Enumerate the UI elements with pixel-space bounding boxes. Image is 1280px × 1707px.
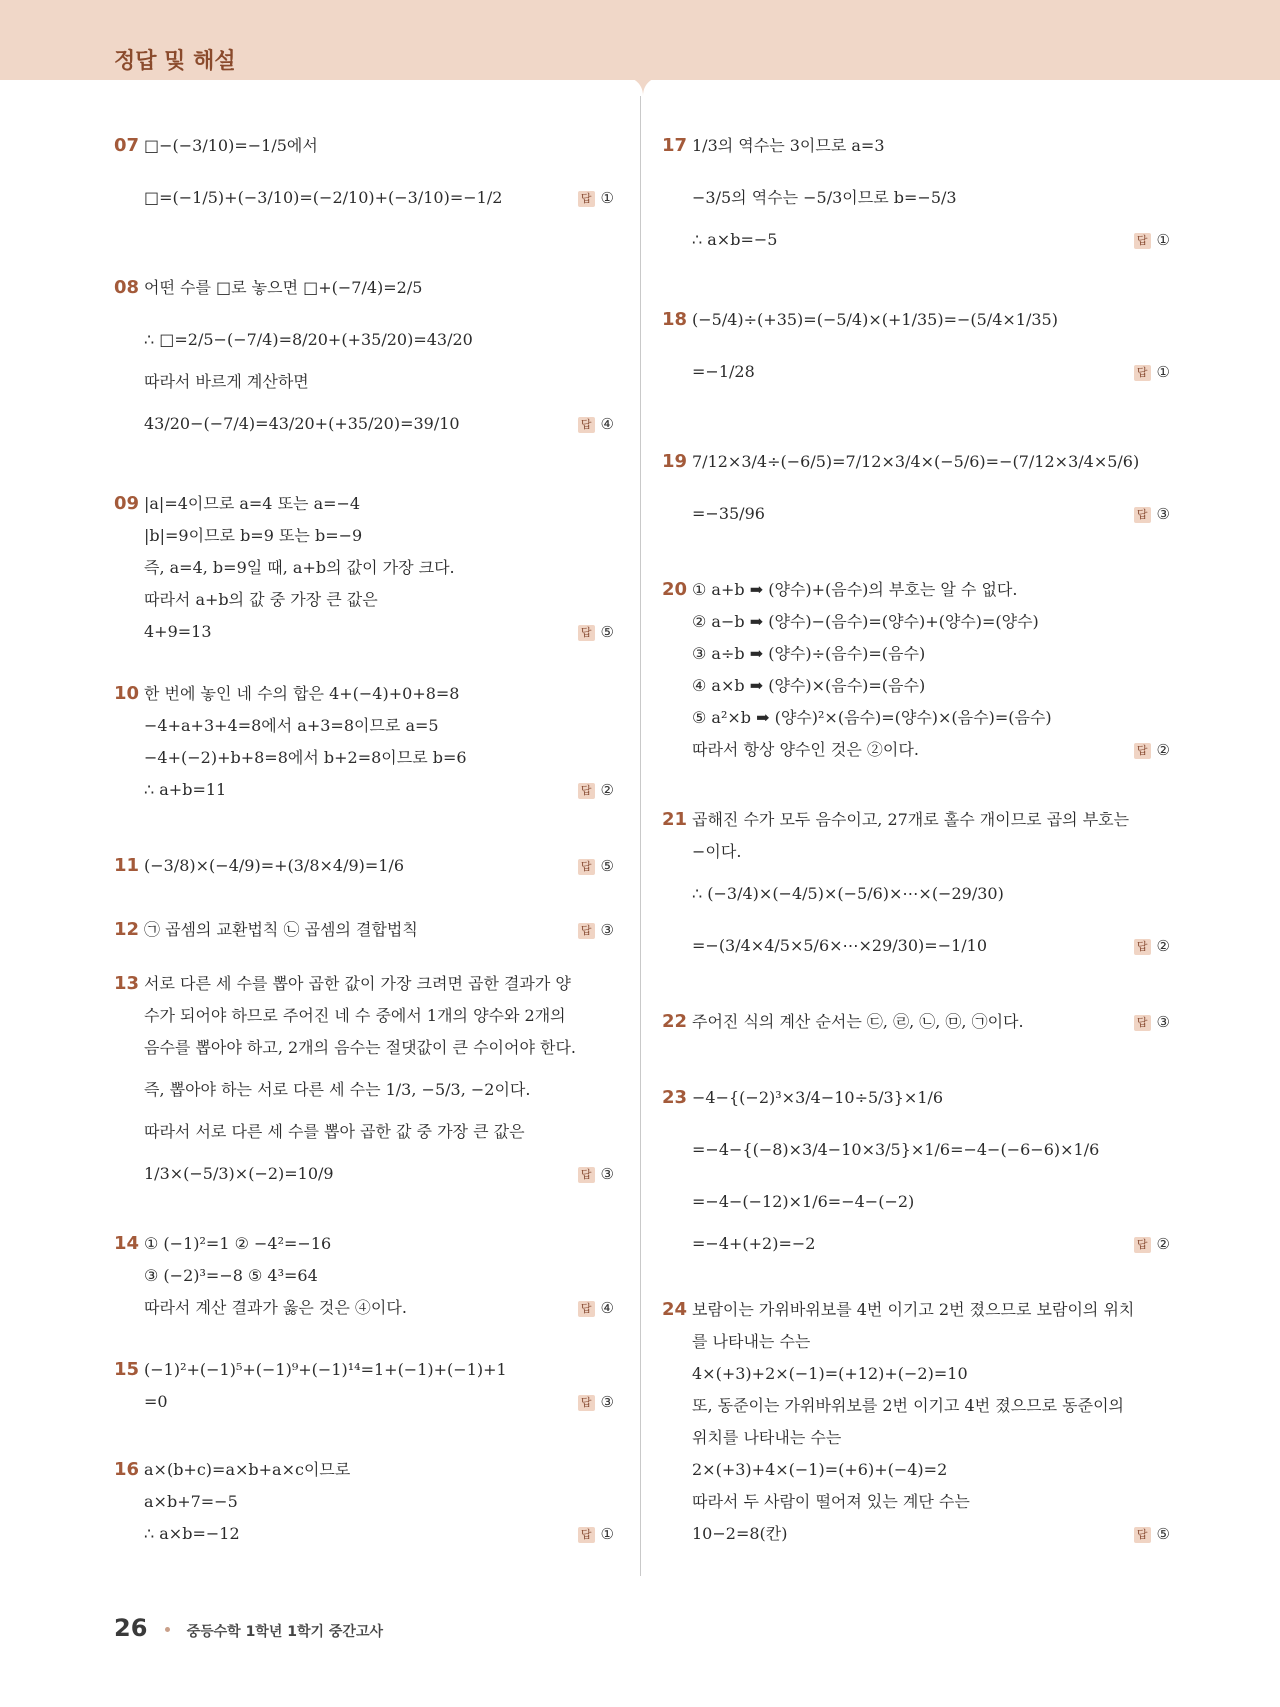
- solution-text: ⑤ a²×b ➡ (양수)²×(음수)=(양수)×(음수)=(음수): [692, 708, 1052, 727]
- solution-line: [662, 1422, 1170, 1454]
- solution-text: 어떤 수를 □로 놓으면 □+(−7/4)=2/5: [144, 278, 423, 297]
- solution-line: [114, 914, 614, 946]
- solution-text: 따라서 항상 양수인 것은 ②이다.: [692, 740, 919, 759]
- solution-text: −4−{(−2)³×3/4−10÷5/3}×1/6: [692, 1088, 944, 1107]
- answer-tag: 답: [1134, 507, 1151, 523]
- solution-text: ㉠ 곱셈의 교환법칙 ㉡ 곱셈의 결합법칙: [144, 920, 418, 939]
- solution-line: [114, 1064, 614, 1116]
- answer-value: ⑤: [600, 623, 614, 641]
- answer-value: ⑤: [600, 857, 614, 875]
- solution-line: [662, 868, 1170, 920]
- solution-text: ② a−b ➡ (양수)−(음수)=(양수)+(양수)=(양수): [692, 612, 1039, 631]
- answer-badge: [1134, 1518, 1170, 1550]
- page-number: 26: [114, 1614, 148, 1642]
- solution-line: [114, 1292, 614, 1324]
- footer-bullet-icon: [165, 1627, 170, 1632]
- solution-line: [662, 804, 1170, 836]
- solution-text: 4×(+3)+2×(−1)=(+12)+(−2)=10: [692, 1364, 968, 1383]
- solution-line: [662, 1454, 1170, 1486]
- solution-text: =−4+(+2)=−2: [692, 1234, 816, 1253]
- answer-tag: 답: [578, 1301, 595, 1317]
- answer-badge: [578, 774, 614, 806]
- answer-badge: [1134, 920, 1170, 972]
- solution-text: ∴ □=2/5−(−7/4)=8/20+(+35/20)=43/20: [144, 330, 473, 349]
- problem-16: [114, 1454, 614, 1550]
- solution-line: [114, 366, 614, 398]
- answer-badge: [578, 1292, 614, 1324]
- answer-badge: [578, 840, 614, 892]
- solution-text: 1/3의 역수는 3이므로 a=3: [692, 136, 885, 155]
- problem-13: [114, 968, 614, 1200]
- solution-line: [662, 670, 1170, 702]
- solution-text: 따라서 서로 다른 세 수를 뽑아 곱한 값 중 가장 큰 값은: [144, 1122, 525, 1141]
- solution-text: □=(−1/5)+(−3/10)=(−2/10)+(−3/10)=−1/2: [144, 188, 503, 207]
- solution-line: [662, 1176, 1170, 1228]
- solution-line: [114, 262, 614, 314]
- solution-text: −3/5의 역수는 −5/3이므로 b=−5/3: [692, 188, 957, 207]
- solution-text: ④ a×b ➡ (양수)×(음수)=(음수): [692, 676, 926, 695]
- solution-line: [114, 742, 614, 774]
- solution-line: [662, 1326, 1170, 1358]
- problem-18: [662, 294, 1170, 398]
- solution-text: −이다.: [692, 842, 742, 861]
- solution-text: |a|=4이므로 a=4 또는 a=−4: [144, 494, 361, 513]
- solution-text: 서로 다른 세 수를 뽑아 곱한 값이 가장 크려면 곱한 결과가 양: [144, 974, 571, 993]
- answer-tag: 답: [578, 923, 595, 939]
- solution-text: (−5/4)÷(+35)=(−5/4)×(+1/35)=−(5/4×1/35): [692, 310, 1058, 329]
- solution-line: [662, 734, 1170, 766]
- solution-text: ∴ a×b=−12: [144, 1524, 240, 1543]
- solution-line: [662, 1124, 1170, 1176]
- solution-line: [114, 1386, 614, 1418]
- problem-20: [662, 574, 1170, 766]
- problem-number: 22: [662, 1011, 688, 1032]
- solution-line: [114, 1116, 614, 1148]
- solution-text: ③ a÷b ➡ (양수)÷(음수)=(음수): [692, 644, 926, 663]
- solution-text: ∴ a+b=11: [144, 780, 227, 799]
- solution-text: =−(3/4×4/5×5/6×⋯×29/30)=−1/10: [692, 936, 988, 955]
- problem-number: 15: [114, 1359, 140, 1380]
- page-footer: [114, 1614, 383, 1642]
- solution-text: ∴ (−3/4)×(−4/5)×(−5/6)×⋯×(−29/30): [692, 884, 1004, 903]
- solution-text: 를 나타내는 수는: [692, 1332, 811, 1351]
- answer-value: ③: [1156, 1013, 1170, 1031]
- problem-number: 10: [114, 683, 140, 704]
- solution-text: =−35/96: [692, 504, 765, 523]
- answer-tag: 답: [578, 625, 595, 641]
- problem-number: 08: [114, 277, 140, 298]
- section-title: 정답 및 해설: [114, 49, 236, 74]
- problem-24: [662, 1294, 1170, 1550]
- answer-value: ⑤: [1156, 1525, 1170, 1543]
- solution-text: 수가 되어야 하므로 주어진 네 수 중에서 1개의 양수와 2개의: [144, 1006, 566, 1025]
- solution-line: [114, 552, 614, 584]
- problem-number: 12: [114, 919, 140, 940]
- solution-line: [114, 1032, 614, 1064]
- answer-value: ①: [1156, 363, 1170, 381]
- solution-text: 또, 동준이는 가위바위보를 2번 이기고 4번 졌으므로 동준이의: [692, 1396, 1124, 1415]
- answer-value: ①: [600, 1525, 614, 1543]
- solution-text: =0: [144, 1392, 168, 1411]
- answer-tag: 답: [578, 1395, 595, 1411]
- answer-badge: [1134, 1006, 1170, 1038]
- solution-text: =−4−{(−8)×3/4−10×3/5}×1/6=−4−(−6−6)×1/6: [692, 1140, 1100, 1159]
- column-divider: [640, 96, 641, 1576]
- solution-line: [114, 616, 614, 648]
- solution-line: [662, 294, 1170, 346]
- problem-number: 09: [114, 493, 140, 514]
- answer-badge: [1134, 734, 1170, 766]
- answer-badge: [1134, 1228, 1170, 1260]
- answer-tag: 답: [578, 1167, 595, 1183]
- solution-line: [662, 574, 1170, 606]
- problem-number: 07: [114, 135, 140, 156]
- answer-tag: 답: [1134, 939, 1151, 955]
- problem-09: [114, 488, 614, 648]
- answer-value: ①: [600, 189, 614, 207]
- solution-text: −4+(−2)+b+8=8에서 b+2=8이므로 b=6: [144, 748, 467, 767]
- solution-line: [114, 840, 614, 892]
- answer-tag: 답: [578, 417, 595, 433]
- answer-value: ④: [600, 415, 614, 433]
- problem-21: [662, 804, 1170, 972]
- solution-line: [114, 172, 614, 224]
- solution-line: [114, 968, 614, 1000]
- solution-text: 위치를 나타내는 수는: [692, 1428, 842, 1447]
- solution-line: [114, 1260, 614, 1292]
- solution-text: 음수를 뽑아야 하고, 2개의 음수는 절댓값이 큰 수이어야 한다.: [144, 1038, 576, 1057]
- solution-line: [662, 224, 1170, 256]
- answer-value: ①: [1156, 231, 1170, 249]
- solution-line: [114, 1354, 614, 1386]
- solution-text: 따라서 바르게 계산하면: [144, 372, 309, 391]
- problem-number: 19: [662, 451, 688, 472]
- problem-number: 11: [114, 855, 140, 876]
- solution-line: [114, 520, 614, 552]
- solution-line: [114, 1454, 614, 1486]
- problem-10: [114, 678, 614, 806]
- answer-value: ②: [600, 781, 614, 799]
- answer-badge: [578, 1386, 614, 1418]
- answer-badge: [1134, 224, 1170, 256]
- solution-line: [662, 1228, 1170, 1260]
- solution-text: ① a+b ➡ (양수)+(음수)의 부호는 알 수 없다.: [692, 580, 1018, 599]
- solution-text: a×(b+c)=a×b+a×c이므로: [144, 1460, 351, 1479]
- solution-line: [662, 1294, 1170, 1326]
- problem-15: [114, 1354, 614, 1418]
- problem-number: 16: [114, 1459, 140, 1480]
- solution-line: [662, 1072, 1170, 1124]
- left-column: [114, 120, 614, 1550]
- solution-text: 즉, a=4, b=9일 때, a+b의 값이 가장 크다.: [144, 558, 455, 577]
- answer-tag: 답: [1134, 1015, 1151, 1031]
- solution-line: [662, 1006, 1170, 1038]
- solution-line: [662, 346, 1170, 398]
- solution-line: [114, 1518, 614, 1550]
- answer-badge: [1134, 488, 1170, 540]
- problem-number: 23: [662, 1087, 688, 1108]
- solution-line: [662, 1486, 1170, 1518]
- problem-08: [114, 262, 614, 450]
- solution-line: [662, 1358, 1170, 1390]
- solution-line: [114, 710, 614, 742]
- solution-text: 따라서 a+b의 값 중 가장 큰 값은: [144, 590, 378, 609]
- problem-number: 20: [662, 579, 688, 600]
- problem-number: 17: [662, 135, 688, 156]
- solution-line: [662, 172, 1170, 224]
- solution-line: [114, 120, 614, 172]
- solution-text: 한 번에 놓인 네 수의 합은 4+(−4)+0+8=8: [144, 684, 460, 703]
- answer-value: ④: [600, 1299, 614, 1317]
- solution-text: 따라서 두 사람이 떨어져 있는 계단 수는: [692, 1492, 970, 1511]
- right-column: [662, 120, 1170, 1550]
- solution-text: ∴ a×b=−5: [692, 230, 778, 249]
- solution-text: 10−2=8(칸): [692, 1524, 788, 1543]
- problem-14: [114, 1228, 614, 1324]
- solution-text: −4+a+3+4=8에서 a+3=8이므로 a=5: [144, 716, 439, 735]
- problem-number: 14: [114, 1233, 140, 1254]
- answer-value: ②: [1156, 1235, 1170, 1253]
- problem-number: 13: [114, 973, 140, 994]
- problem-07: [114, 120, 614, 224]
- answer-badge: [1134, 346, 1170, 398]
- answer-tag: 답: [578, 1527, 595, 1543]
- problem-number: 24: [662, 1299, 688, 1320]
- problem-number: 21: [662, 809, 688, 830]
- solution-text: 주어진 식의 계산 순서는 ㉢, ㉣, ㉡, ㉤, ㉠이다.: [692, 1012, 1024, 1031]
- solution-line: [114, 1228, 614, 1260]
- solution-line: [662, 436, 1170, 488]
- answer-badge: [578, 914, 614, 946]
- solution-text: □−(−3/10)=−1/5에서: [144, 136, 318, 155]
- page-fold-icon: [618, 74, 668, 96]
- answer-tag: 답: [578, 191, 595, 207]
- solution-text: 43/20−(−7/4)=43/20+(+35/20)=39/10: [144, 414, 460, 433]
- solution-line: [662, 920, 1170, 972]
- answer-value: ③: [1156, 505, 1170, 523]
- solution-text: =−1/28: [692, 362, 755, 381]
- solution-text: 따라서 계산 결과가 옳은 것은 ④이다.: [144, 1298, 407, 1317]
- solution-line: [662, 606, 1170, 638]
- answer-badge: [578, 1518, 614, 1550]
- solution-line: [114, 398, 614, 450]
- solution-line: [662, 638, 1170, 670]
- solution-line: [662, 120, 1170, 172]
- problem-12: [114, 914, 614, 946]
- solution-line: [114, 488, 614, 520]
- answer-value: ②: [1156, 741, 1170, 759]
- problem-22: [662, 1006, 1170, 1038]
- problem-19: [662, 436, 1170, 540]
- solution-line: [114, 1486, 614, 1518]
- answer-value: ③: [600, 1393, 614, 1411]
- problem-17: [662, 120, 1170, 256]
- solution-text: ③ (−2)³=−8 ⑤ 4³=64: [144, 1266, 318, 1285]
- solution-line: [662, 1518, 1170, 1550]
- answer-tag: 답: [1134, 1237, 1151, 1253]
- answer-value: ②: [1156, 937, 1170, 955]
- answer-badge: [578, 172, 614, 224]
- solution-line: [114, 1148, 614, 1200]
- answer-tag: 답: [578, 859, 595, 875]
- solution-text: a×b+7=−5: [144, 1492, 238, 1511]
- solution-text: (−1)²+(−1)⁵+(−1)⁹+(−1)¹⁴=1+(−1)+(−1)+1: [144, 1360, 507, 1379]
- problem-number: 18: [662, 309, 688, 330]
- answer-badge: [578, 616, 614, 648]
- solution-text: 4+9=13: [144, 622, 212, 641]
- answer-value: ③: [600, 1165, 614, 1183]
- solution-line: [662, 836, 1170, 868]
- solution-line: [114, 774, 614, 806]
- answer-tag: 답: [1134, 233, 1151, 249]
- answer-badge: [578, 398, 614, 450]
- answer-tag: 답: [1134, 365, 1151, 381]
- solution-line: [662, 702, 1170, 734]
- solution-text: 곱해진 수가 모두 음수이고, 27개로 홀수 개이므로 곱의 부호는: [692, 810, 1130, 829]
- solution-line: [114, 678, 614, 710]
- solution-text: 즉, 뽑아야 하는 서로 다른 세 수는 1/3, −5/3, −2이다.: [144, 1080, 531, 1099]
- problem-11: [114, 840, 614, 892]
- solution-line: [662, 488, 1170, 540]
- solution-text: 보람이는 가위바위보를 4번 이기고 2번 졌으므로 보람이의 위치: [692, 1300, 1135, 1319]
- answer-badge: [578, 1148, 614, 1200]
- answer-tag: 답: [1134, 1527, 1151, 1543]
- problem-23: [662, 1072, 1170, 1260]
- solution-text: ① (−1)²=1 ② −4²=−16: [144, 1234, 332, 1253]
- solution-text: 2×(+3)+4×(−1)=(+6)+(−4)=2: [692, 1460, 948, 1479]
- solution-line: [114, 314, 614, 366]
- answer-tag: 답: [1134, 743, 1151, 759]
- solution-line: [662, 1390, 1170, 1422]
- answer-tag: 답: [578, 783, 595, 799]
- book-title: 중등수학 1학년 1학기 중간고사: [186, 1624, 383, 1640]
- solution-text: 7/12×3/4÷(−6/5)=7/12×3/4×(−5/6)=−(7/12×3/4×5/6): [692, 452, 1140, 471]
- solution-text: (−3/8)×(−4/9)=+(3/8×4/9)=1/6: [144, 856, 405, 875]
- solution-text: |b|=9이므로 b=9 또는 b=−9: [144, 526, 363, 545]
- solution-line: [114, 1000, 614, 1032]
- solution-text: =−4−(−12)×1/6=−4−(−2): [692, 1192, 915, 1211]
- solution-line: [114, 584, 614, 616]
- answer-value: ③: [600, 921, 614, 939]
- solution-text: 1/3×(−5/3)×(−2)=10/9: [144, 1164, 334, 1183]
